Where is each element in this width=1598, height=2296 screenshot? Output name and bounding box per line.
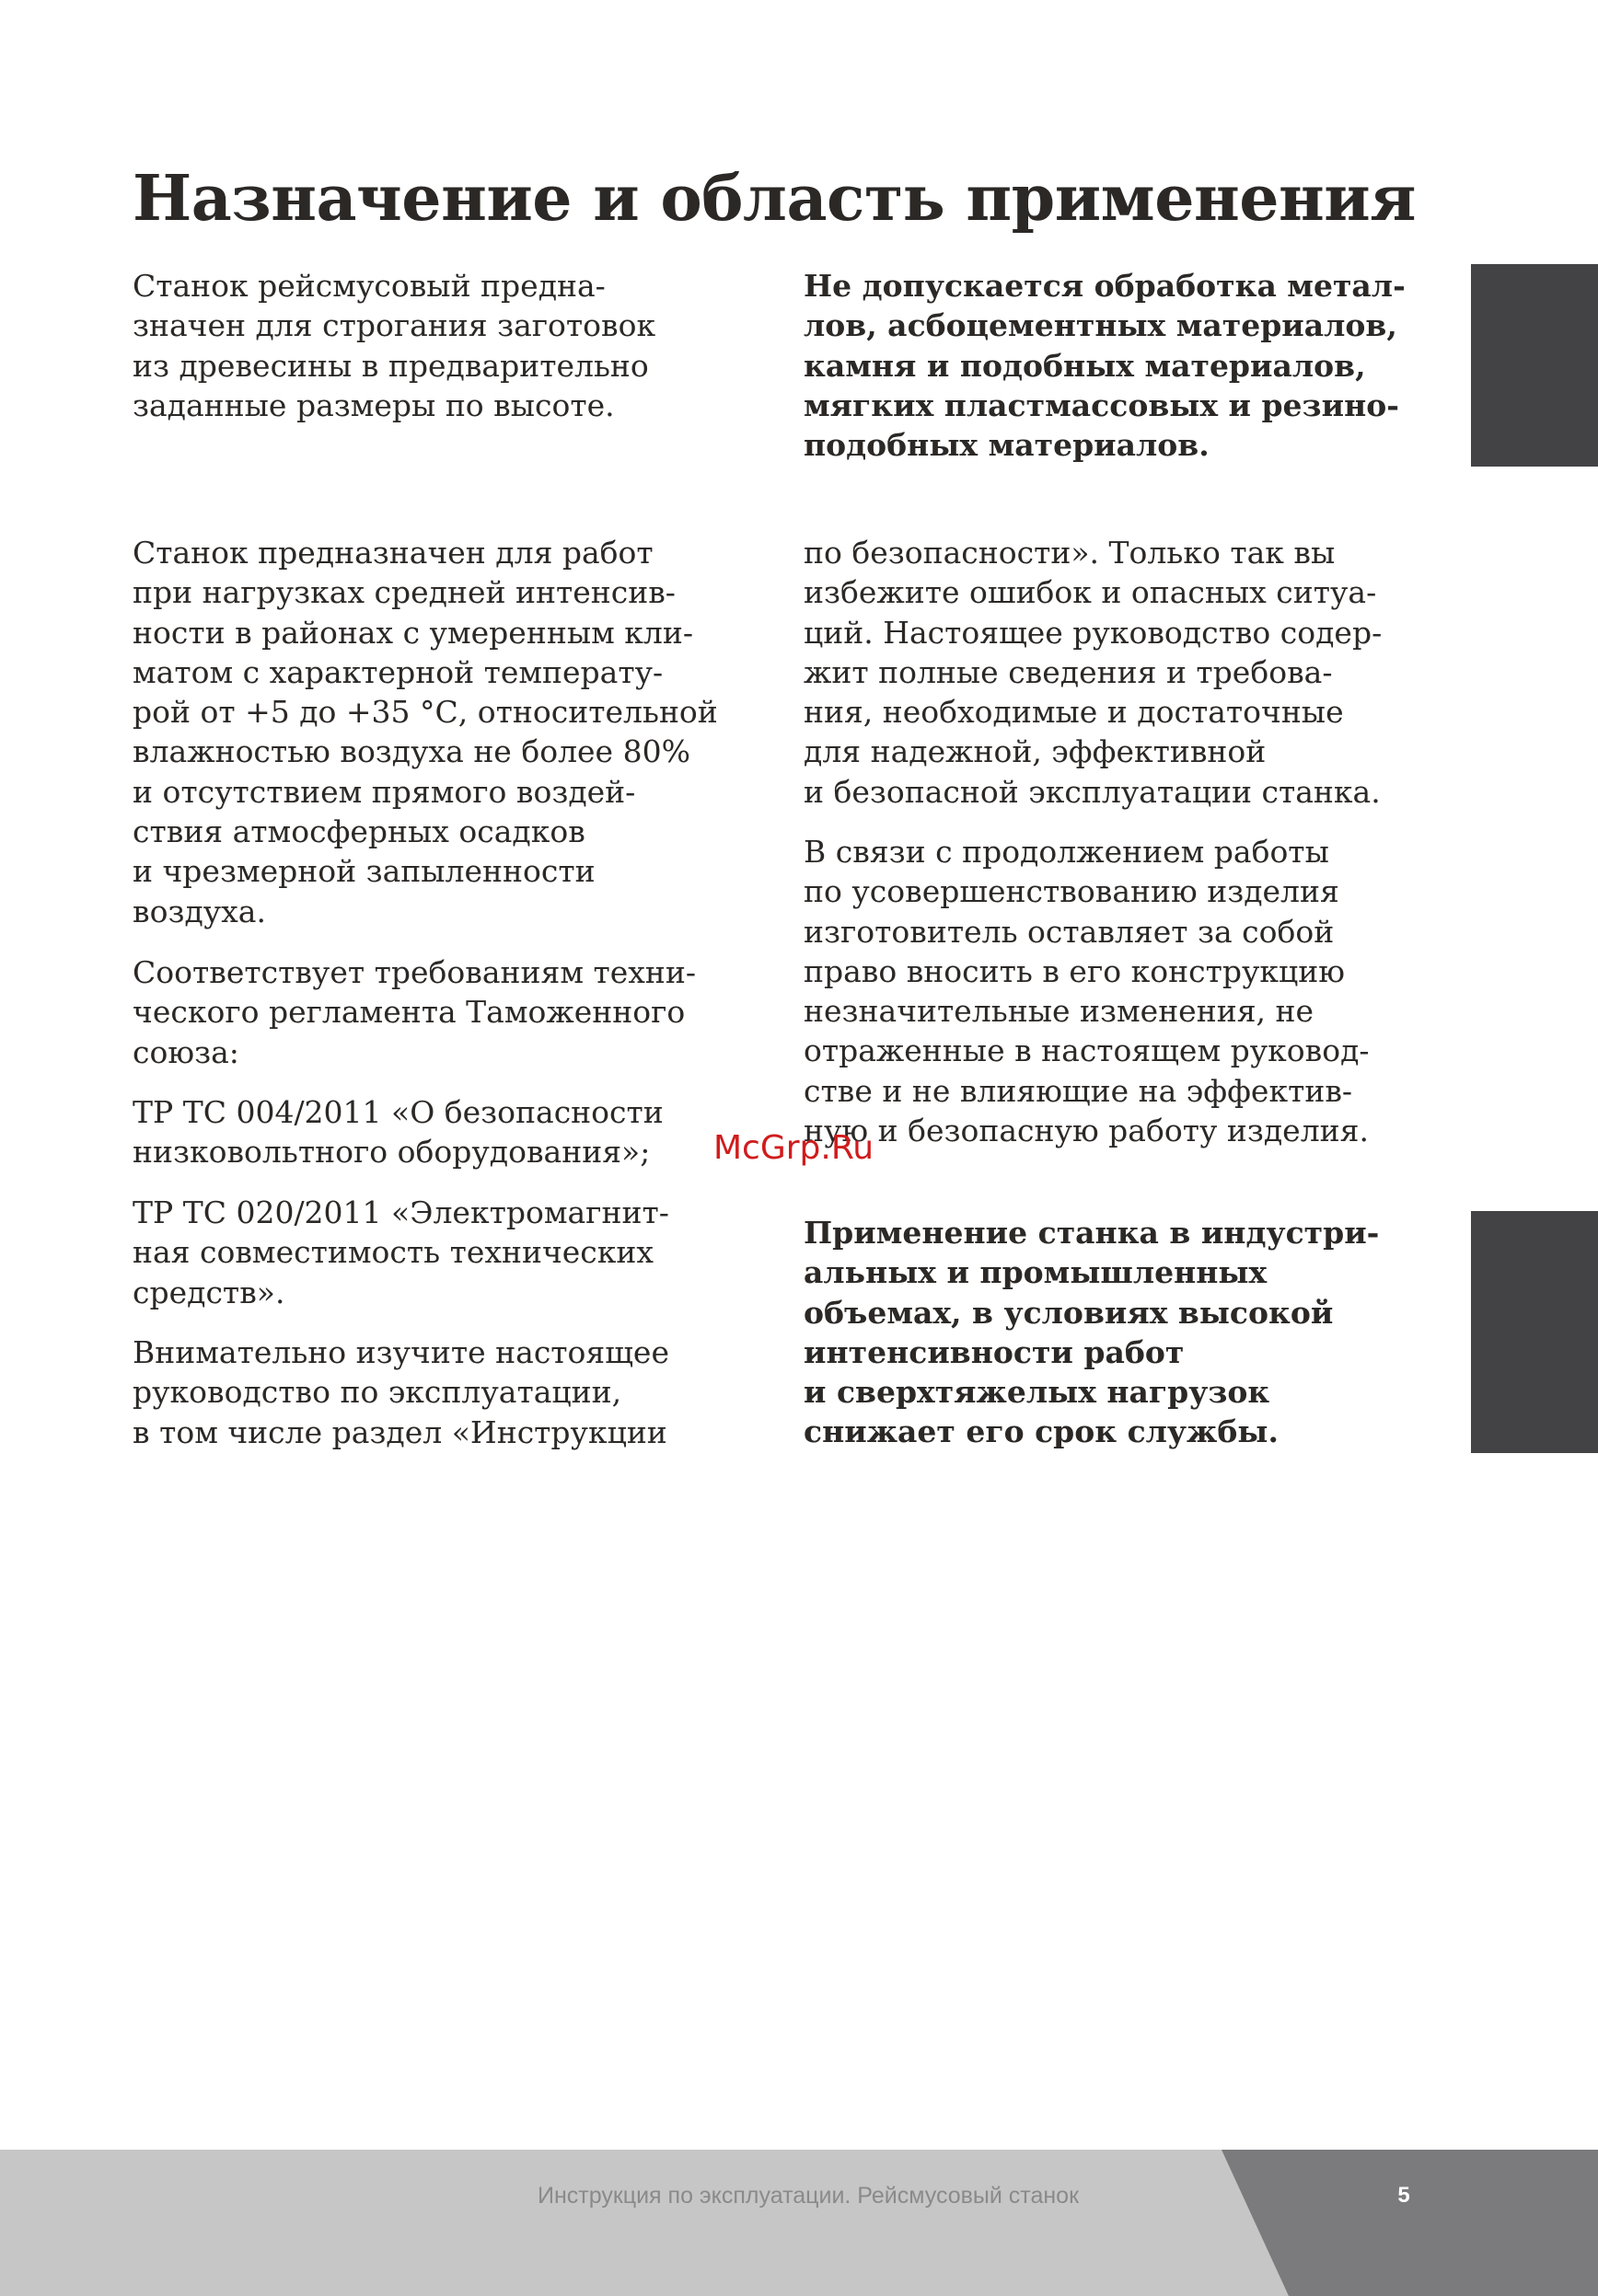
page-number: 5 bbox=[1397, 2183, 1410, 2208]
footer-document-title: Инструкция по эксплуатации. Рейсмусовый станок bbox=[537, 2183, 1080, 2209]
compliance-paragraph: Соответствует требованиям техни- ческого регламента Таможенного союза: bbox=[133, 954, 697, 1070]
manual-note-continued-paragraph: по безопасности». Только так вы избежите ошибок и опасных ситуа- ций. Настоящее руководство содер- жит полные сведения и требова- ния, необходимые и достаточные для надежной, эффективной и безопасной эксплуатации станка. bbox=[804, 535, 1383, 810]
regulation-004-paragraph: ТР ТС 004/2011 «О безопасности низковольтного оборудования»; bbox=[133, 1094, 664, 1171]
watermark: McGrp.Ru bbox=[713, 1129, 874, 1167]
service-life-warning: Применение станка в индустри- альных и промышленных объемах, в условиях высокой интенсивности работ и сверхтяжелых нагрузок снижает его срок службы. bbox=[804, 1215, 1380, 1450]
side-tab-top bbox=[1471, 264, 1598, 467]
footer-background bbox=[0, 2150, 1598, 2296]
prohibited-materials-warning: Не допускается обработка метал- лов, асбоцементных материалов, камня и подобных материалов, мягких пластмассовых и резино- подобных материалов. bbox=[804, 268, 1406, 464]
manual-note-paragraph: Внимательно изучите настоящее руководство по эксплуатации, в том числе раздел «Инструкции bbox=[133, 1334, 669, 1450]
intro-paragraph: Станок рейсмусовый предна- значен для строгания заготовок из древесины в предварительно заданные размеры по высоте. bbox=[133, 268, 656, 423]
regulation-020-paragraph: ТР ТС 020/2011 «Электромагнит- ная совместимость технических средств». bbox=[133, 1194, 669, 1310]
design-changes-paragraph: В связи с продолжением работы по усовершенствованию изделия изготовитель оставляет за собой право вносить в его конструкцию незначительные изменения, не отраженные в настоящем руковод- стве и не влияющие на эффектив- ную и безопасную работу изделия. bbox=[804, 834, 1370, 1149]
page-title: Назначение и область применения bbox=[133, 162, 1416, 236]
footer bbox=[0, 2150, 1598, 2296]
operating-conditions-paragraph: Станок предназначен для работ при нагрузках средней интенсив- ности в районах с умеренным кли- матом с характерной температу- рой от +5 до +35 °С, относительной влажностью воздуха не более 80% и отсутствием прямого воздей- ствия атмосферных осадков и чрезмерной запыленности воздуха. bbox=[133, 535, 718, 929]
side-tab-bottom bbox=[1471, 1211, 1598, 1453]
